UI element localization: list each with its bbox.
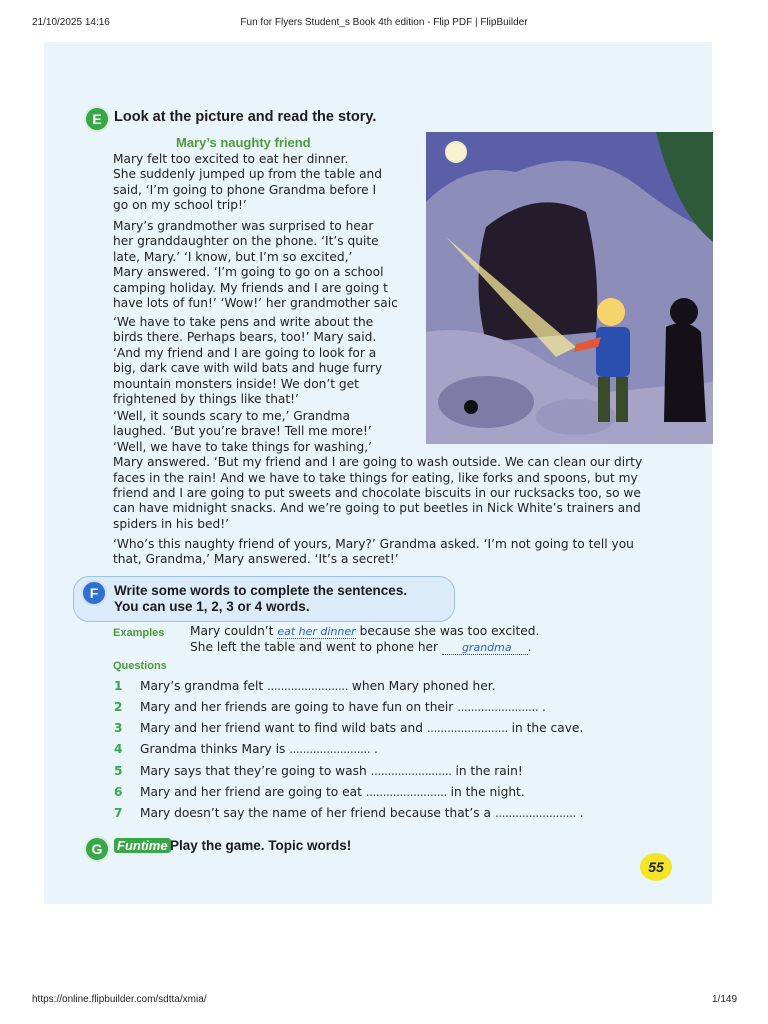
question-text-after: in the night. bbox=[450, 785, 525, 799]
print-url[interactable]: https://online.flipbuilder.com/sdtta/xmia/ bbox=[32, 994, 207, 1005]
question-number: 6 bbox=[114, 785, 123, 799]
example-2 bbox=[190, 640, 531, 654]
question-row bbox=[140, 806, 584, 820]
question-row bbox=[140, 785, 525, 799]
example-1-answer: eat her dinner bbox=[277, 625, 356, 638]
question-text-before: Mary and her friend are going to eat bbox=[140, 785, 362, 799]
story-paragraph-4: ‘Well, it sounds scary to me,’ Grandma laughed. ‘But you’re brave! Tell me more!’ ‘Well, we have to take things for washing,’ Mary answered. ‘But my friend and I are going to wash outside. We can clean our dirty faces in the rain! And we have to take things for eating, like forks and spoons, but my friend and I are going to put sweets and chocolate biscuits in our rucksacks too, so we can have midnight snacks. And we’re going to put beetles in Nick White’s trainers and spiders in his bed!’ bbox=[113, 409, 643, 531]
page-number: 55 bbox=[640, 853, 672, 881]
story-paragraph-1: Mary felt too excited to eat her dinner. She suddenly jumped up from the table and said, ‘I’m going to phone Grandma before I go on my school trip!’ bbox=[113, 152, 383, 213]
story-title: Mary’s naughty friend bbox=[176, 135, 311, 150]
question-row bbox=[140, 721, 583, 735]
question-number: 3 bbox=[114, 721, 123, 735]
question-number: 4 bbox=[114, 742, 123, 756]
question-number: 1 bbox=[114, 679, 123, 693]
question-text-after: in the rain! bbox=[455, 764, 523, 778]
answer-blank[interactable]: ........................ bbox=[289, 742, 371, 756]
answer-blank[interactable]: ........................ bbox=[457, 700, 539, 714]
question-number: 5 bbox=[114, 764, 123, 778]
question-text-after: . bbox=[374, 742, 378, 756]
question-number: 7 bbox=[114, 806, 123, 820]
question-text-after: . bbox=[579, 806, 584, 820]
answer-blank[interactable]: ........................ bbox=[494, 806, 576, 820]
question-text-after: . bbox=[542, 700, 546, 714]
example-2-after: . bbox=[527, 640, 532, 654]
question-row bbox=[140, 700, 546, 714]
question-row bbox=[140, 742, 378, 756]
section-f-badge: F bbox=[81, 580, 107, 606]
answer-blank[interactable]: ........................ bbox=[426, 721, 508, 735]
example-1-before: Mary couldn’t bbox=[190, 624, 274, 638]
answer-blank[interactable]: ........................ bbox=[370, 764, 452, 778]
section-f-heading-line1: Write some words to complete the sentences. bbox=[114, 583, 408, 598]
print-page-counter: 1/149 bbox=[712, 994, 738, 1005]
section-f-heading-line2: You can use 1, 2, 3 or 4 words. bbox=[114, 599, 310, 614]
section-e-heading: Look at the picture and read the story. bbox=[114, 109, 377, 125]
answer-blank[interactable]: ........................ bbox=[365, 785, 447, 799]
funtime-logo: Funtime bbox=[114, 838, 171, 853]
question-text-before: Grandma thinks Mary is bbox=[140, 742, 286, 756]
example-2-answer: grandma bbox=[442, 641, 528, 655]
question-text-after: when Mary phoned her. bbox=[351, 679, 496, 693]
example-1 bbox=[190, 624, 539, 638]
question-text-before: Mary doesn’t say the name of her friend because that’s a bbox=[140, 806, 492, 820]
question-row bbox=[140, 764, 523, 778]
questions-label: Questions bbox=[113, 660, 167, 672]
section-e-badge: E bbox=[84, 106, 110, 132]
question-text-before: Mary’s grandma felt bbox=[140, 679, 264, 693]
section-g-badge: G bbox=[84, 836, 110, 862]
examples-label: Examples bbox=[113, 627, 165, 639]
story-paragraph-3: ‘We have to take pens and write about the birds there. Perhaps bears, too!’ Mary said. ‘And my friend and I are going to look for a big, dark cave with wild bats and huge furry mountain monsters inside! We don’t get frightened by things like that!’ bbox=[113, 315, 383, 407]
question-text-before: Mary and her friends are going to have fun on their bbox=[140, 700, 454, 714]
question-text-before: Mary says that they’re going to wash bbox=[140, 764, 367, 778]
example-2-before: She left the table and went to phone her bbox=[190, 640, 439, 654]
print-title: Fun for Flyers Student_s Book 4th edition - Flip PDF | FlipBuilder bbox=[240, 17, 528, 28]
question-text-after: in the cave. bbox=[511, 721, 584, 735]
question-number: 2 bbox=[114, 700, 123, 714]
section-g-heading: Play the game. Topic words! bbox=[170, 838, 352, 853]
question-row bbox=[140, 679, 496, 693]
question-text-before: Mary and her friend want to find wild bats and bbox=[140, 721, 423, 735]
example-1-after: because she was too excited. bbox=[359, 624, 540, 638]
story-paragraph-2: Mary’s grandmother was surprised to hear her granddaughter on the phone. ‘It’s quite late, Mary.’ ‘I know, but I’m so excited,’ Mary answered. ‘I’m going to go on a school camping holiday. My friends and I are going t have lots of fun!’ ‘Wow!’ her grandmother saic bbox=[113, 219, 398, 311]
answer-blank[interactable]: ........................ bbox=[267, 679, 349, 693]
print-datetime: 21/10/2025 14:16 bbox=[32, 17, 110, 28]
cave-illustration bbox=[426, 132, 713, 444]
story-paragraph-5: ‘Who’s this naughty friend of yours, Mary?’ Grandma asked. ‘I’m not going to tell you that, Grandma,’ Mary answered. ‘It’s a secret!’ bbox=[113, 537, 634, 567]
